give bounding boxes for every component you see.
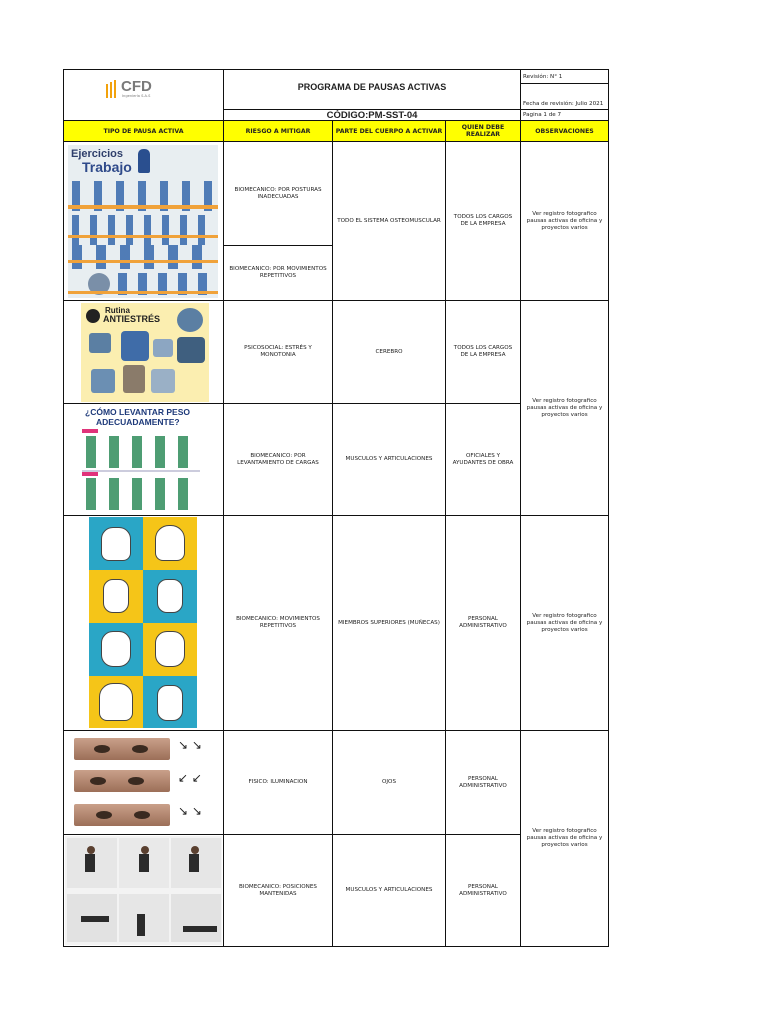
row5-eyes-photo-1 [74, 738, 170, 760]
row2-antistress-illustration [81, 303, 209, 402]
row1-observations: Ver registro fotografico pausas activas de oficina y proyectos varios [526, 210, 603, 231]
row4-who: PERSONAL ADMINISTRATIVO [459, 616, 507, 629]
row1-body-part: TODO EL SISTEMA OSTEOMUSCULAR [337, 217, 441, 224]
row1-risk-b: BIOMECANICO: POR MOVIMIENTOS REPETITIVOS [229, 266, 327, 279]
row4-hand-exercises-illustration [89, 517, 197, 728]
row5-6-observations: Ver registro fotografico pausas activas de oficina y proyectos varios [526, 828, 603, 848]
document-code: CÓDIGO:PM-SST-04 [326, 109, 418, 121]
row1-who: TODOS LOS CARGOS DE LA EMPRESA [453, 214, 513, 227]
column-header-observations: OBSERVACIONES [520, 120, 609, 142]
row2-who: TODOS LOS CARGOS DE LA EMPRESA [453, 345, 513, 358]
row6-body-part: MUSCULOS Y ARTICULACIONES [345, 887, 433, 893]
company-logo [106, 78, 176, 102]
row5-body-part: OJOS [381, 779, 396, 785]
row3-who: OFICIALES Y AYUDANTES DE OBRA [452, 452, 514, 466]
row2-3-observations: Ver registro fotografico pausas activas de oficina y proyectos varios [526, 397, 603, 418]
row1-illustration-title: Ejercicios [71, 148, 123, 160]
column-header-type: TIPO DE PAUSA ACTIVA [63, 120, 224, 142]
row3-lifting-illustration [82, 406, 200, 513]
column-header-who: QUIEN DEBE REALIZAR [445, 120, 521, 142]
logo-subtext: Ingeniería S.A.S [122, 94, 151, 98]
row4-risk: BIOMECANICO: MOVIMIENTOS REPETITIVOS [236, 616, 320, 629]
row4-observations: Ver registro fotografico pausas activas de oficina y proyectos varios [526, 612, 603, 633]
arrow-icon: ↘ ↘ [178, 804, 202, 818]
column-header-body-part: PARTE DEL CUERPO A ACTIVAR [332, 120, 446, 142]
row3-risk: BIOMECANICO: POR LEVANTAMIENTO DE CARGAS [237, 452, 319, 466]
row1-risk-a: BIOMECANICO: POR POSTURAS INADECUADAS [234, 186, 322, 200]
document-title: PROGRAMA DE PAUSAS ACTIVAS [297, 81, 447, 92]
row6-who: PERSONAL ADMINISTRATIVO [459, 883, 507, 897]
row2-illustration-title: Rutina [105, 306, 130, 315]
column-header-risk: RIESGO A MITIGAR [223, 120, 333, 142]
row3-illustration-subtitle: ADECUADAMENTE? [96, 417, 180, 427]
revision-cell: Revisión: N° 1 [520, 69, 609, 84]
arrow-icon: ↘ ↘ [178, 738, 202, 752]
row3-body-part: MUSCULOS Y ARTICULACIONES [345, 456, 433, 462]
row5-eye-exercises-illustration [74, 734, 218, 832]
row1-illustration-subtitle: Trabajo [82, 159, 132, 175]
logo-text: CFD [121, 78, 152, 95]
revision-date-cell: Fecha de revisión: Julio 2021 [520, 83, 609, 110]
row6-risk: BIOMECANICO: POSICIONES MANTENIDAS [239, 883, 317, 897]
row5-eyes-photo-3 [74, 804, 170, 826]
page-number-cell: Pagina 1 de 7 [520, 109, 609, 121]
logo-bars [106, 80, 118, 99]
row5-who: PERSONAL ADMINISTRATIVO [459, 775, 507, 789]
row4-body-part: MIEMBROS SUPERIORES (MUÑECAS) [338, 619, 440, 626]
row3-illustration-title: ¿CÓMO LEVANTAR PESO [85, 407, 190, 417]
row2-body-part: CEREBRO [375, 348, 403, 355]
arrow-icon: ↙ ↙ [178, 771, 202, 785]
row5-risk: FISICO: ILUMINACION [248, 779, 308, 785]
row6-posture-photos [65, 836, 222, 945]
row1-exercise-illustration [68, 145, 218, 298]
row2-illustration-subtitle: ANTIESTRÉS [103, 314, 161, 324]
row2-risk: PSICOSOCIAL: ESTRÉS Y MONOTONIA [244, 345, 312, 358]
row5-eyes-photo-2 [74, 770, 170, 792]
